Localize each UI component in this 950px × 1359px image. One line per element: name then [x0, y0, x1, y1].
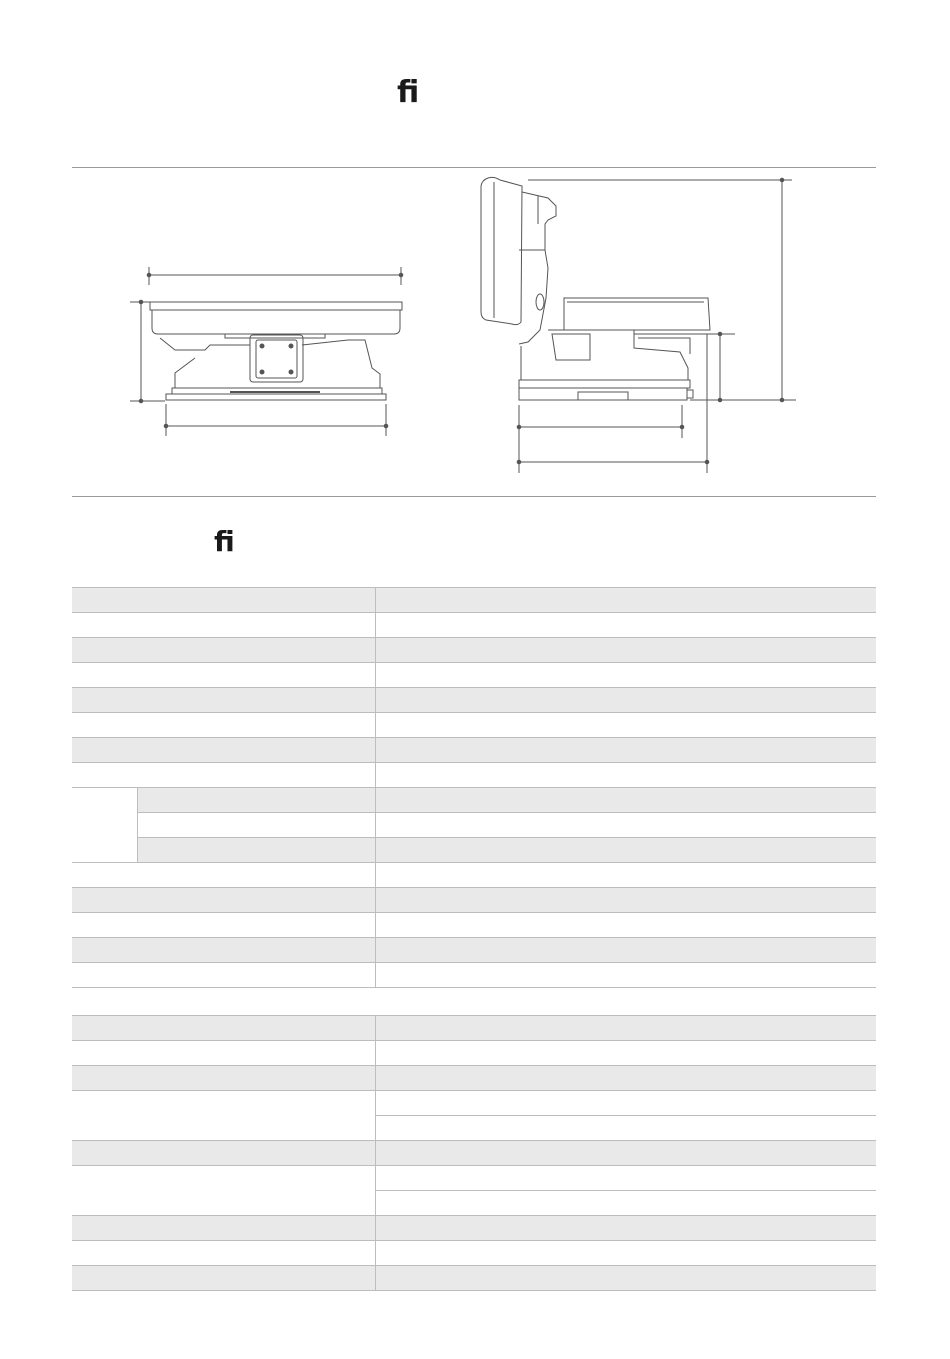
dimension-drawings: [0, 168, 950, 496]
table-row: [72, 1241, 876, 1266]
table-row: [72, 863, 876, 888]
specifications-table-2: [72, 1015, 876, 1291]
table-row: [72, 813, 876, 838]
table-row: [72, 1016, 876, 1041]
table-row: [72, 588, 876, 613]
table-row: [72, 1041, 876, 1066]
table-row: [72, 738, 876, 763]
table-row: [72, 1141, 876, 1166]
specifications-heading-glyph: ﬁ: [214, 525, 235, 558]
table-row: [72, 888, 876, 913]
table-row: [72, 763, 876, 788]
table-row: [72, 663, 876, 688]
section-heading-glyph: ﬁ: [397, 75, 420, 110]
specifications-table-1: [72, 587, 876, 988]
table-row: [72, 1266, 876, 1291]
table-row: [72, 613, 876, 638]
side-view-drawing: [481, 177, 796, 473]
table-row: [72, 913, 876, 938]
front-view-drawing: [130, 267, 403, 436]
table-row: [72, 963, 876, 988]
table-row: [72, 713, 876, 738]
middle-divider: [72, 496, 876, 497]
table-row: [72, 838, 876, 863]
table-row: [72, 1091, 876, 1116]
table-row: [72, 1216, 876, 1241]
table-row: [72, 1066, 876, 1091]
table-row: [72, 688, 876, 713]
table-row: [72, 1166, 876, 1191]
table-row: [72, 788, 876, 813]
table-row: [72, 638, 876, 663]
table-group-cell: [72, 788, 137, 863]
table-row: [72, 938, 876, 963]
